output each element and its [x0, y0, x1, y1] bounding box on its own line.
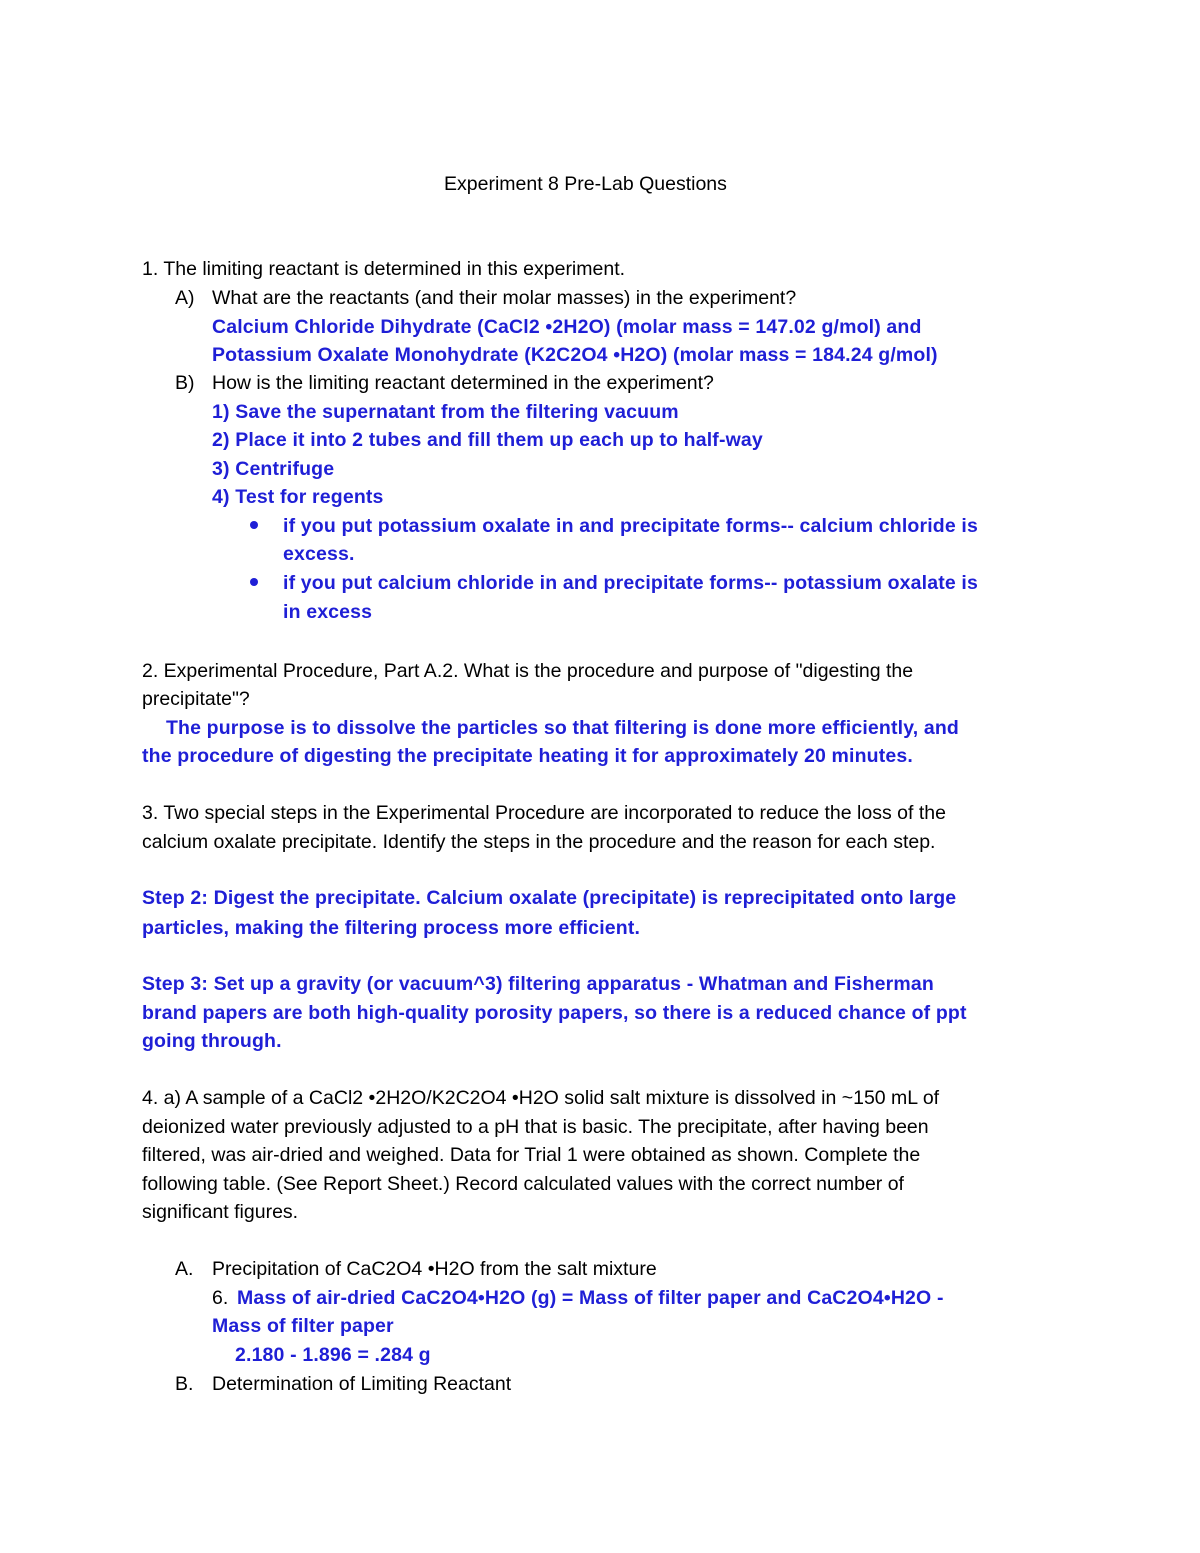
- question-4-line3: filtered, was air-dried and weighed. Data for Trial 1 were obtained as shown. Complete the: [142, 1144, 921, 1166]
- q1-b-question: How is the limiting reactant determined in the experiment?: [212, 372, 714, 394]
- question-4-line5: significant figures.: [142, 1201, 299, 1223]
- question-4-line4: following table. (See Report Sheet.) Record calculated values with the correct number of: [142, 1173, 904, 1195]
- q2-answer-line2: the procedure of digesting the precipitate heating it for approximately 20 minutes.: [142, 745, 913, 767]
- q4-calculation: 2.180 - 1.896 = .284 g: [235, 1344, 431, 1366]
- q3-step3-line3: going through.: [142, 1030, 282, 1052]
- question-2-line1: 2. Experimental Procedure, Part A.2. What is the procedure and purpose of "digesting the: [142, 660, 914, 682]
- q3-step3-line1: Step 3: Set up a gravity (or vacuum^3) filtering apparatus - Whatman and Fisherman: [142, 973, 934, 995]
- q4-b-marker: B.: [175, 1373, 194, 1395]
- q1-bullet2-line1: if you put calcium chloride in and precipitate forms-- potassium oxalate is: [283, 572, 978, 594]
- question-3-line2: calcium oxalate precipitate. Identify the steps in the procedure and the reason for each step.: [142, 831, 936, 853]
- q3-step3-line2: brand papers are both high-quality porosity papers, so there is a reduced chance of ppt: [142, 1002, 967, 1024]
- q1-step-4: 4) Test for regents: [212, 486, 384, 508]
- q2-answer-line1: The purpose is to dissolve the particles so that filtering is done more efficiently, and: [166, 717, 959, 739]
- q1-b-marker: B): [175, 372, 195, 394]
- q1-a-answer-line1: Calcium Chloride Dihydrate (CaCl2 •2H2O) (molar mass = 147.02 g/mol) and: [212, 316, 922, 338]
- question-1: 1. The limiting reactant is determined in this experiment.: [142, 258, 626, 280]
- q3-step2-line1: Step 2: Digest the precipitate. Calcium oxalate (precipitate) is reprecipitated onto large: [142, 887, 957, 909]
- q4-a-text: Precipitation of CaC2O4 •H2O from the salt mixture: [212, 1258, 657, 1280]
- q3-step2-line2: particles, making the filtering process more efficient.: [142, 917, 641, 939]
- q1-bullet1-line1: if you put potassium oxalate in and precipitate forms-- calcium chloride is: [283, 515, 978, 537]
- q1-step-1: 1) Save the supernatant from the filtering vacuum: [212, 401, 679, 423]
- page-title: Experiment 8 Pre-Lab Questions: [444, 173, 727, 195]
- q1-bullet1-line2: excess.: [283, 543, 355, 565]
- q1-step-2: 2) Place it into 2 tubes and fill them up each up to half-way: [212, 429, 763, 451]
- q4-item-number: 6.: [212, 1287, 229, 1309]
- question-2-line2: precipitate"?: [142, 688, 250, 710]
- question-3-line1: 3. Two special steps in the Experimental Procedure are incorporated to reduce the loss of the: [142, 802, 946, 824]
- q4-b-text: Determination of Limiting Reactant: [212, 1373, 512, 1395]
- question-4-line2: deionized water previously adjusted to a pH that is basic. The precipitate, after having been: [142, 1116, 929, 1138]
- question-4-line1: 4. a) A sample of a CaCl2 •2H2O/K2C2O4 •H2O solid salt mixture is dissolved in ~150 mL of: [142, 1087, 940, 1109]
- q4-a-marker: A.: [175, 1258, 194, 1280]
- q1-a-question: What are the reactants (and their molar masses) in the experiment?: [212, 287, 797, 309]
- q4-item-answer-line2: Mass of filter paper: [212, 1315, 394, 1337]
- q4-item-answer-line1: Mass of air-dried CaC2O4•H2O (g) = Mass of filter paper and CaC2O4•H2O -: [237, 1287, 944, 1309]
- bullet-dot-icon: [250, 578, 258, 586]
- bullet-dot-icon: [250, 521, 258, 529]
- q1-bullet2-line2: in excess: [283, 601, 373, 623]
- q1-a-marker: A): [175, 287, 195, 309]
- q1-step-3: 3) Centrifuge: [212, 458, 335, 480]
- q1-a-answer-line2: Potassium Oxalate Monohydrate (K2C2O4 •H2O) (molar mass = 184.24 g/mol): [212, 344, 938, 366]
